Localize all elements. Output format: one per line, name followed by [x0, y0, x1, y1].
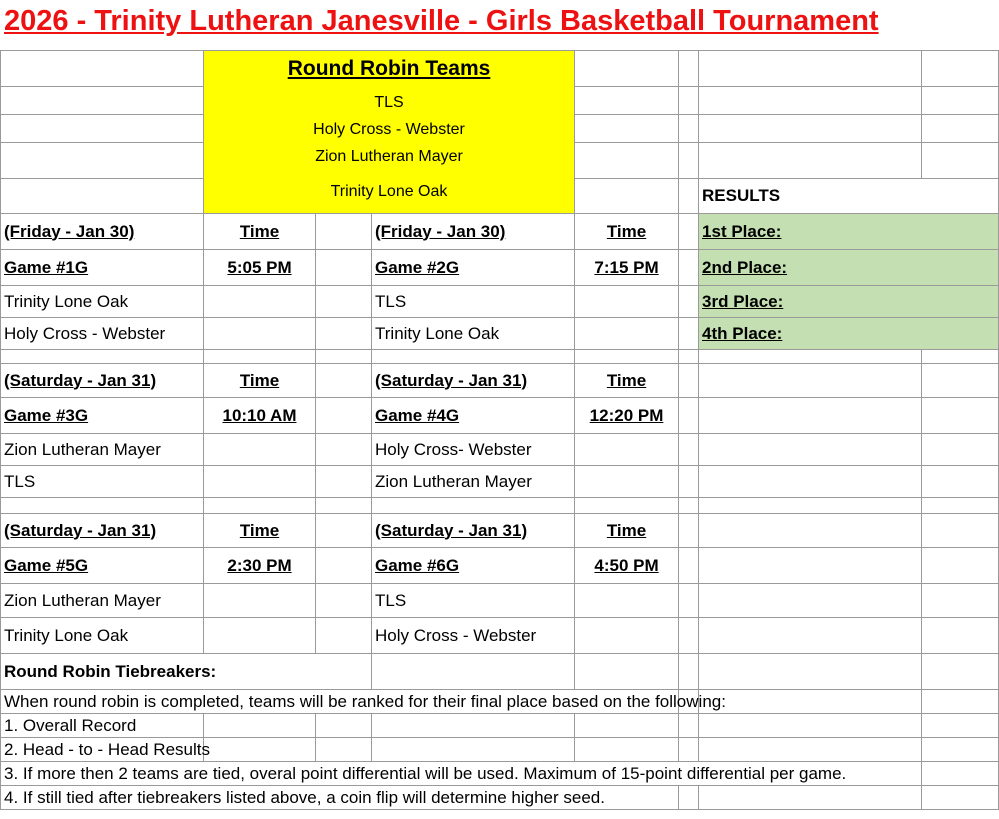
cell[interactable]: [922, 584, 999, 618]
cell[interactable]: [922, 143, 999, 179]
cell[interactable]: [679, 286, 699, 318]
cell[interactable]: [679, 143, 699, 179]
game-2-day: (Friday - Jan 30): [372, 214, 575, 250]
cell[interactable]: [679, 654, 699, 690]
cell[interactable]: [575, 179, 679, 214]
game-5-team-2: Trinity Lone Oak: [1, 618, 204, 654]
cell[interactable]: [679, 498, 699, 514]
score-cell[interactable]: [204, 286, 316, 318]
cell[interactable]: [316, 214, 372, 250]
result-2nd-place[interactable]: 2nd Place:: [699, 250, 999, 286]
cell[interactable]: [372, 714, 575, 738]
cell[interactable]: [679, 51, 699, 87]
cell[interactable]: [679, 364, 699, 398]
score-cell[interactable]: [204, 318, 316, 350]
cell[interactable]: [922, 498, 999, 514]
cell[interactable]: [679, 87, 699, 115]
time-label: Time: [575, 364, 679, 398]
cell[interactable]: [699, 466, 922, 498]
cell[interactable]: [699, 786, 922, 810]
cell[interactable]: [699, 434, 922, 466]
tiebreakers-intro: When round robin is completed, teams will be ranked for their final place based on the following:: [1, 690, 679, 714]
cell[interactable]: [1, 51, 204, 87]
cell[interactable]: [1, 350, 204, 364]
cell[interactable]: [679, 214, 699, 250]
game-1-day: (Friday - Jan 30): [1, 214, 204, 250]
cell[interactable]: [922, 786, 999, 810]
cell[interactable]: [316, 548, 372, 584]
cell[interactable]: [699, 398, 922, 434]
cell[interactable]: [922, 738, 999, 762]
game-1-time: 5:05 PM: [204, 250, 316, 286]
cell[interactable]: [204, 498, 316, 514]
cell[interactable]: [1, 115, 204, 143]
game-5-label: Game #5G: [1, 548, 204, 584]
cell[interactable]: [679, 398, 699, 434]
time-label: Time: [204, 514, 316, 548]
game-2-time: 7:15 PM: [575, 250, 679, 286]
game-6-day: (Saturday - Jan 31): [372, 514, 575, 548]
round-robin-heading: Round Robin Teams: [287, 57, 491, 80]
game-1-label: Game #1G: [1, 250, 204, 286]
cell[interactable]: [679, 466, 699, 498]
cell[interactable]: [922, 514, 999, 548]
cell[interactable]: [679, 179, 699, 214]
score-cell[interactable]: [204, 584, 316, 618]
schedule-grid: [0, 50, 999, 810]
cell[interactable]: [575, 51, 679, 87]
game-6-time: 4:50 PM: [575, 548, 679, 584]
cell[interactable]: [922, 115, 999, 143]
game-6-team-1: TLS: [372, 584, 575, 618]
time-label: Time: [575, 514, 679, 548]
cell[interactable]: [316, 514, 372, 548]
round-robin-team: TLS: [374, 94, 404, 111]
cell[interactable]: [679, 250, 699, 286]
cell[interactable]: [699, 548, 922, 584]
game-3-time: 10:10 AM: [204, 398, 316, 434]
tiebreaker-rule: 3. If more then 2 teams are tied, overal point differential will be used. Maximum of 15-point differential per game.: [1, 762, 922, 786]
cell[interactable]: [922, 654, 999, 690]
cell[interactable]: [699, 498, 922, 514]
game-2-team-2: Trinity Lone Oak: [372, 318, 575, 350]
cell[interactable]: [922, 466, 999, 498]
time-label: Time: [204, 214, 316, 250]
score-cell[interactable]: [575, 584, 679, 618]
round-robin-team: Trinity Lone Oak: [330, 183, 448, 200]
time-label: Time: [204, 364, 316, 398]
round-robin-teams-box: [204, 51, 575, 214]
cell[interactable]: [316, 498, 372, 514]
game-4-day: (Saturday - Jan 31): [372, 364, 575, 398]
cell[interactable]: [575, 87, 679, 115]
game-5-time: 2:30 PM: [204, 548, 316, 584]
game-1-team-1: Trinity Lone Oak: [1, 286, 204, 318]
cell[interactable]: [679, 115, 699, 143]
game-3-team-1: Zion Lutheran Mayer: [1, 434, 204, 466]
cell[interactable]: [679, 786, 699, 810]
cell[interactable]: [575, 350, 679, 364]
cell[interactable]: [575, 143, 679, 179]
cell[interactable]: [316, 350, 372, 364]
cell[interactable]: [316, 250, 372, 286]
game-5-day: (Saturday - Jan 31): [1, 514, 204, 548]
game-4-time: 12:20 PM: [575, 398, 679, 434]
cell[interactable]: [316, 584, 372, 618]
game-3-team-2: TLS: [1, 466, 204, 498]
tiebreaker-rule: 4. If still tied after tiebreakers listed above, a coin flip will determine higher seed.: [1, 786, 679, 810]
cell[interactable]: [316, 618, 372, 654]
cell[interactable]: [316, 738, 372, 762]
cell[interactable]: [699, 584, 922, 618]
game-2-label: Game #2G: [372, 250, 575, 286]
score-cell[interactable]: [575, 466, 679, 498]
cell[interactable]: [679, 434, 699, 466]
cell[interactable]: [316, 286, 372, 318]
cell[interactable]: [316, 318, 372, 350]
game-2-team-1: TLS: [372, 286, 575, 318]
cell[interactable]: [204, 714, 316, 738]
cell[interactable]: [679, 738, 699, 762]
cell[interactable]: [679, 318, 699, 350]
cell[interactable]: [922, 548, 999, 584]
round-robin-team: Zion Lutheran Mayer: [315, 148, 463, 165]
cell[interactable]: [1, 179, 204, 214]
cell[interactable]: [699, 87, 922, 115]
result-1st-place[interactable]: 1st Place:: [699, 214, 999, 250]
cell[interactable]: [1, 498, 204, 514]
cell[interactable]: [1, 87, 204, 115]
game-5-team-1: Zion Lutheran Mayer: [1, 584, 204, 618]
result-3rd-place[interactable]: 3rd Place:: [699, 286, 999, 318]
cell[interactable]: [1, 143, 204, 179]
cell[interactable]: [699, 51, 922, 87]
cell[interactable]: [922, 618, 999, 654]
score-cell[interactable]: [204, 618, 316, 654]
cell[interactable]: [575, 498, 679, 514]
cell[interactable]: [575, 654, 679, 690]
cell[interactable]: [372, 738, 575, 762]
cell[interactable]: [204, 350, 316, 364]
cell[interactable]: [922, 87, 999, 115]
score-cell[interactable]: [575, 618, 679, 654]
cell[interactable]: [699, 514, 922, 548]
time-label: Time: [575, 214, 679, 250]
results-heading: RESULTS: [699, 179, 999, 214]
cell[interactable]: [699, 364, 922, 398]
cell[interactable]: [316, 434, 372, 466]
round-robin-team: Holy Cross - Webster: [313, 121, 465, 138]
game-3-label: Game #3G: [1, 398, 204, 434]
cell[interactable]: [679, 714, 699, 738]
cell[interactable]: [679, 584, 699, 618]
tiebreaker-rule: 2. Head - to - Head Results: [1, 738, 204, 762]
cell[interactable]: [699, 714, 922, 738]
game-6-label: Game #6G: [372, 548, 575, 584]
cell[interactable]: [575, 738, 679, 762]
cell[interactable]: [922, 398, 999, 434]
cell[interactable]: [922, 762, 999, 786]
score-cell[interactable]: [575, 434, 679, 466]
game-4-team-2: Zion Lutheran Mayer: [372, 466, 575, 498]
page-title: 2026 - Trinity Lutheran Janesville - Girls Basketball Tournament: [4, 5, 879, 37]
game-4-label: Game #4G: [372, 398, 575, 434]
cell[interactable]: [575, 714, 679, 738]
game-4-team-1: Holy Cross- Webster: [372, 434, 575, 466]
cell[interactable]: [922, 714, 999, 738]
game-6-team-2: Holy Cross - Webster: [372, 618, 575, 654]
cell[interactable]: [699, 618, 922, 654]
cell[interactable]: [922, 350, 999, 364]
cell[interactable]: [699, 738, 922, 762]
cell[interactable]: [372, 654, 575, 690]
score-cell[interactable]: [575, 318, 679, 350]
cell[interactable]: [316, 466, 372, 498]
cell[interactable]: [699, 690, 922, 714]
game-3-day: (Saturday - Jan 31): [1, 364, 204, 398]
cell[interactable]: [679, 618, 699, 654]
tiebreakers-heading: Round Robin Tiebreakers:: [1, 654, 372, 690]
score-cell[interactable]: [575, 286, 679, 318]
cell[interactable]: [922, 51, 999, 87]
score-cell[interactable]: [204, 466, 316, 498]
cell[interactable]: [699, 654, 922, 690]
cell[interactable]: [679, 350, 699, 364]
cell[interactable]: [922, 690, 999, 714]
cell[interactable]: [204, 738, 316, 762]
cell[interactable]: [316, 398, 372, 434]
game-1-team-2: Holy Cross - Webster: [1, 318, 204, 350]
cell[interactable]: [679, 548, 699, 584]
cell[interactable]: [922, 364, 999, 398]
cell[interactable]: [575, 115, 679, 143]
cell[interactable]: [679, 514, 699, 548]
tiebreaker-rule: 1. Overall Record: [1, 714, 204, 738]
cell[interactable]: [372, 350, 575, 364]
cell[interactable]: [699, 350, 922, 364]
score-cell[interactable]: [204, 434, 316, 466]
cell[interactable]: [316, 364, 372, 398]
cell[interactable]: [699, 143, 922, 179]
cell[interactable]: [922, 434, 999, 466]
result-4th-place[interactable]: 4th Place:: [699, 318, 999, 350]
cell[interactable]: [372, 498, 575, 514]
cell[interactable]: [316, 714, 372, 738]
cell[interactable]: [699, 115, 922, 143]
